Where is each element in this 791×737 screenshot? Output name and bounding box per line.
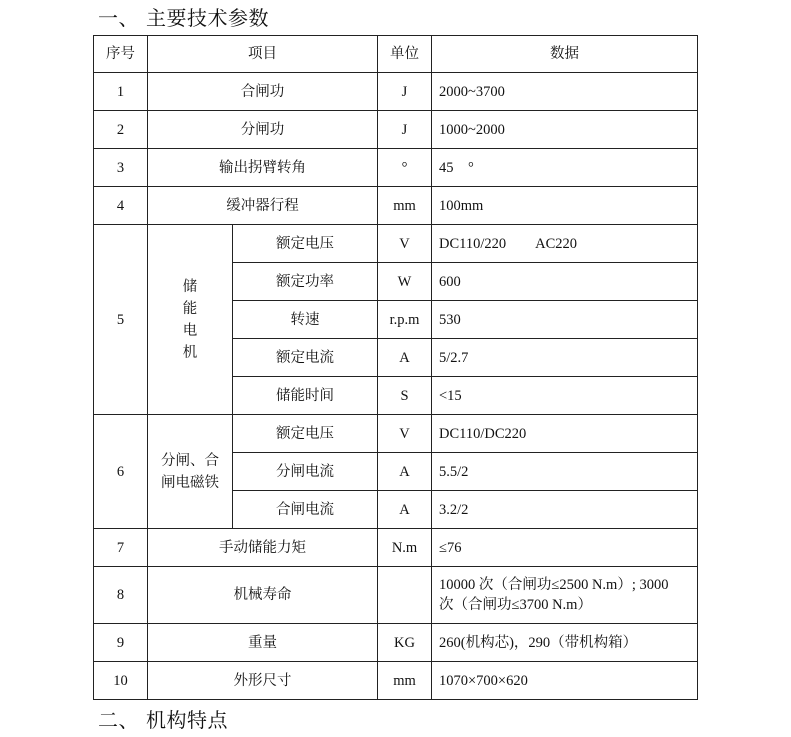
row-index: 2 (94, 111, 148, 149)
table-row (94, 624, 698, 662)
row-value: 5/2.7 (432, 339, 698, 377)
group-char: 机 (182, 344, 198, 361)
section-title: 主要技术参数 (146, 8, 269, 30)
section-heading-2 (98, 704, 228, 733)
row-value: 5.5/2 (432, 453, 698, 491)
group-label-electromagnet (148, 415, 233, 529)
row-index: 4 (94, 187, 148, 225)
table-row (94, 662, 698, 700)
row-unit (378, 567, 432, 624)
group-line: 分闸、合 (161, 452, 219, 469)
table-row (94, 529, 698, 567)
group-line: 闸电磁铁 (161, 474, 219, 491)
row-index: 10 (94, 662, 148, 700)
row-unit: N.m (378, 529, 432, 567)
row-index: 6 (94, 415, 148, 529)
row-value: 3.2/2 (432, 491, 698, 529)
row-index: 3 (94, 149, 148, 187)
row-unit: mm (378, 662, 432, 700)
row-unit: KG (378, 624, 432, 662)
row-unit: A (378, 491, 432, 529)
row-value: <15 (432, 377, 698, 415)
row-index: 1 (94, 73, 148, 111)
row-index: 8 (94, 567, 148, 624)
row-item: 输出拐臂转角 (148, 149, 378, 187)
row-index: 9 (94, 624, 148, 662)
row-unit: A (378, 339, 432, 377)
section-heading-1 (98, 2, 269, 31)
group-label-energy-motor (148, 225, 233, 415)
row-item: 合闸功 (148, 73, 378, 111)
row-unit: V (378, 415, 432, 453)
row-unit: W (378, 263, 432, 301)
row-item: 缓冲器行程 (148, 187, 378, 225)
row-value: 530 (432, 301, 698, 339)
row-item: 额定电压 (233, 225, 378, 263)
row-value: 600 (432, 263, 698, 301)
row-item: 额定功率 (233, 263, 378, 301)
group-char: 能 (182, 300, 198, 317)
section-number: 二、 (98, 710, 139, 732)
row-value: 45 ° (432, 149, 698, 187)
row-item: 额定电流 (233, 339, 378, 377)
row-unit: mm (378, 187, 432, 225)
row-item: 重量 (148, 624, 378, 662)
row-value: ≤76 (432, 529, 698, 567)
row-value: DC110/DC220 (432, 415, 698, 453)
row-unit: S (378, 377, 432, 415)
row-unit: V (378, 225, 432, 263)
row-unit: J (378, 111, 432, 149)
table-row (94, 225, 698, 263)
header-item: 项目 (148, 36, 378, 73)
section-number: 一、 (98, 8, 139, 30)
table-header-row (94, 36, 698, 73)
table-row (94, 567, 698, 624)
row-item: 分闸功 (148, 111, 378, 149)
row-value: DC110/220 AC220 (432, 225, 698, 263)
header-unit: 单位 (378, 36, 432, 73)
row-value: 100mm (432, 187, 698, 225)
group-char: 储 (182, 278, 198, 295)
row-value-multiline (432, 567, 698, 624)
row-unit: r.p.m (378, 301, 432, 339)
row-unit: A (378, 453, 432, 491)
header-data: 数据 (432, 36, 698, 73)
table-row (94, 111, 698, 149)
row-value: 1070×700×620 (432, 662, 698, 700)
table-row (94, 149, 698, 187)
table-row (94, 73, 698, 111)
row-item: 手动储能力矩 (148, 529, 378, 567)
row-index: 7 (94, 529, 148, 567)
row-item: 储能时间 (233, 377, 378, 415)
row-item: 外形尺寸 (148, 662, 378, 700)
value-line: 次（合闸功≤3700 N.m） (439, 597, 592, 613)
row-item: 合闸电流 (233, 491, 378, 529)
row-item: 机械寿命 (148, 567, 378, 624)
technical-parameters-table (93, 35, 698, 700)
section-title: 机构特点 (146, 710, 228, 732)
row-item: 转速 (233, 301, 378, 339)
row-item: 分闸电流 (233, 453, 378, 491)
value-line: 10000 次（合闸功≤2500 N.m）; 3000 (439, 577, 669, 593)
header-index: 序号 (94, 36, 148, 73)
row-value: 260(机构芯)，290（带机构箱） (432, 624, 698, 662)
row-unit: J (378, 73, 432, 111)
table-row (94, 187, 698, 225)
table-row (94, 415, 698, 453)
row-item: 额定电压 (233, 415, 378, 453)
row-unit: ° (378, 149, 432, 187)
row-value: 2000~3700 (432, 73, 698, 111)
row-value: 1000~2000 (432, 111, 698, 149)
group-char: 电 (182, 322, 198, 339)
row-index: 5 (94, 225, 148, 415)
